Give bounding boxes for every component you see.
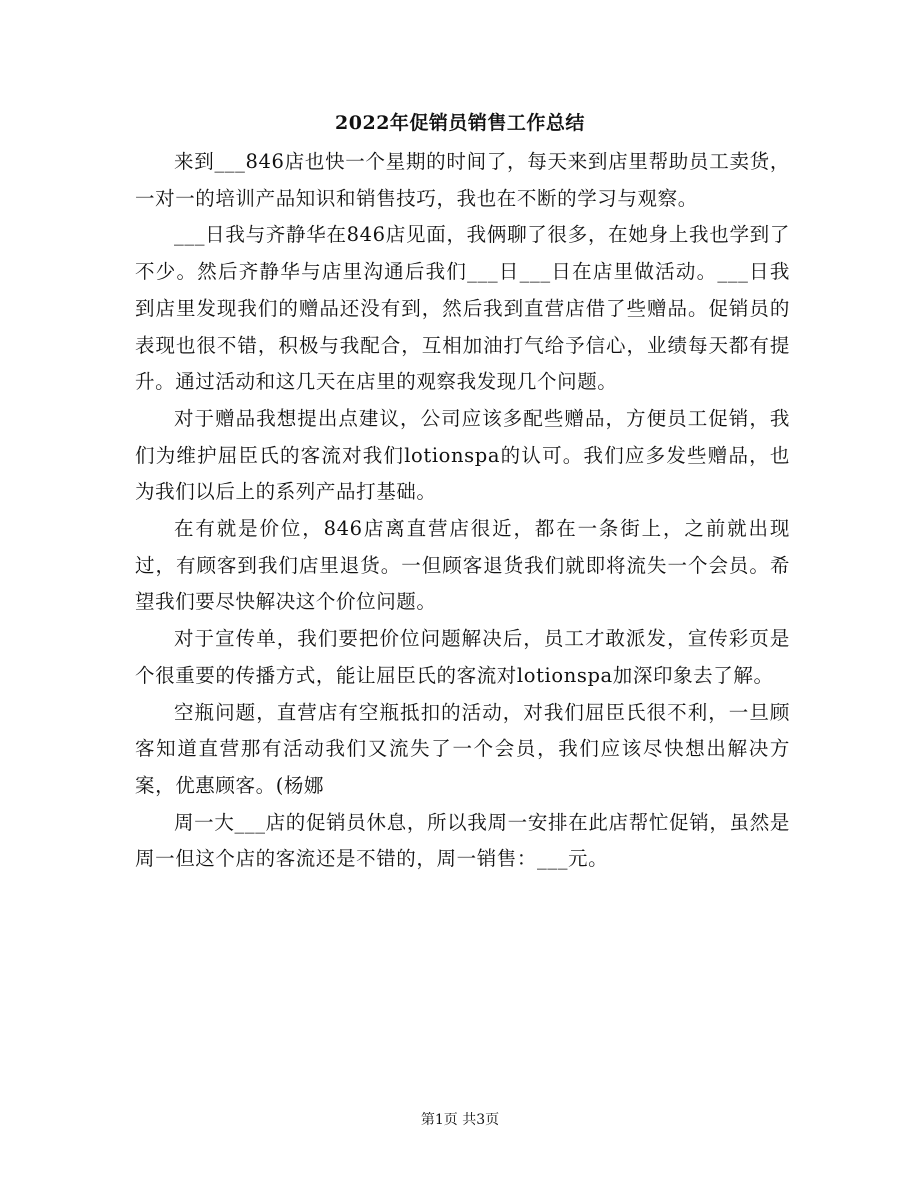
paragraph-2: ___日我与齐静华在846店见面，我俩聊了很多，在她身上我也学到了不少。然后齐静华与店里沟通后我们___日___日在店里做活动。___日我到店里发现我们的赠品还没有到，然后我到直营店借了些赠品。促销员的表现也很不错，积极与我配合，互相加油打气给予信心，业绩每天都有提升。通过活动和这几天在店里的观察我发现几个问题。 xyxy=(135,223,790,394)
paragraph-7: 周一大___店的促销员休息，所以我周一安排在此店帮忙促销，虽然是周一但这个店的客流还是不错的，周一销售：___元。 xyxy=(135,810,790,871)
document-body xyxy=(135,144,790,878)
paragraph-4: 在有就是价位，846店离直营店很近，都在一条街上，之前就出现过，有顾客到我们店里退货。一但顾客退货我们就即将流失一个会员。希望我们要尽快解决这个价位问题。 xyxy=(135,517,790,614)
paragraph-5: 对于宣传单，我们要把价位问题解决后，员工才敢派发，宣传彩页是个很重要的传播方式，能让屈臣氏的客流对lotionspa加深印象去了解。 xyxy=(135,627,790,687)
document-title: 2022年促销员销售工作总结 xyxy=(335,112,585,134)
paragraph-1: 来到___846店也快一个星期的时间了，每天来到店里帮助员工卖货，一对一的培训产品知识和销售技巧，我也在不断的学习与观察。 xyxy=(135,150,790,210)
paragraph-6: 空瓶问题，直营店有空瓶抵扣的活动，对我们屈臣氏很不利，一旦顾客知道直营那有活动我们又流失了一个会员，我们应该尽快想出解决方案，优惠顾客。(杨娜 xyxy=(135,700,790,797)
paragraph-3: 对于赠品我想提出点建议，公司应该多配些赠品，方便员工促销，我们为维护屈臣氏的客流对我们lotionspa的认可。我们应多发些赠品，也为我们以后上的系列产品打基础。 xyxy=(135,406,790,504)
page-number-footer: 第1页 共3页 xyxy=(420,1112,500,1128)
